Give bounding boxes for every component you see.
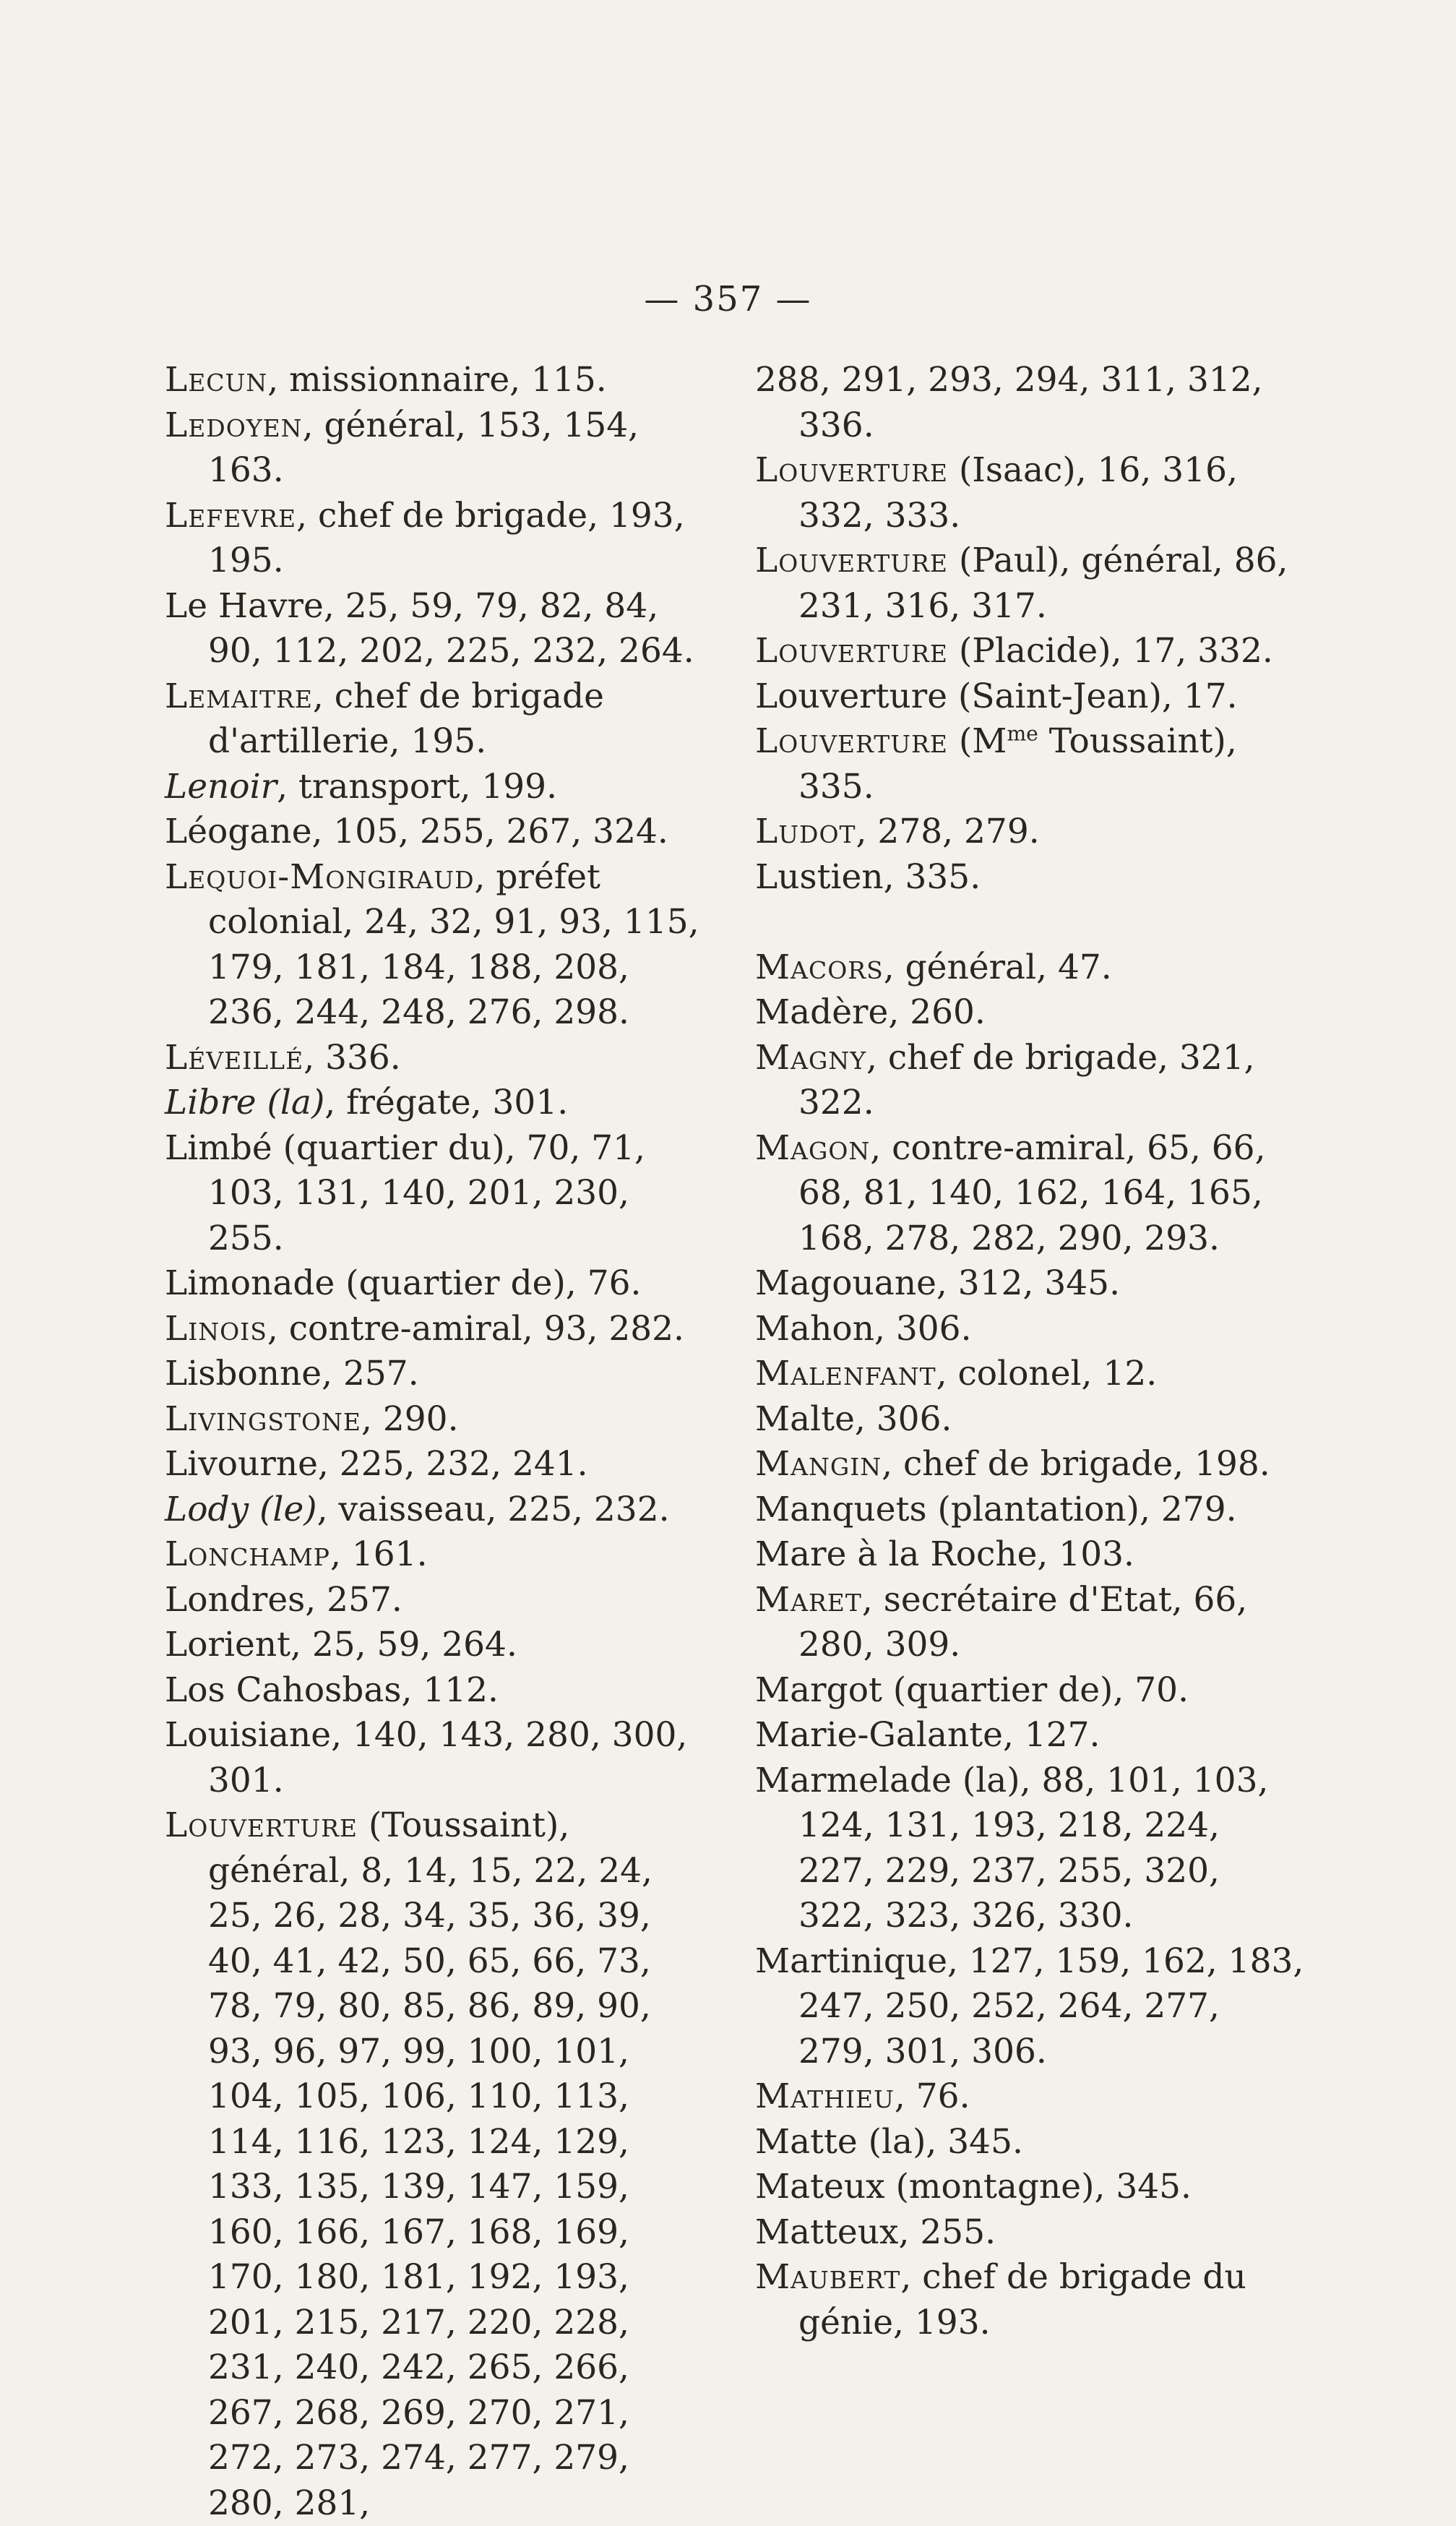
entry-refs: , contre-amiral, 93, 282.: [267, 1308, 685, 1349]
index-entry: [165, 1307, 714, 1352]
index-column-left: [165, 358, 714, 2526]
entry-heading: Louverture: [755, 450, 949, 490]
index-entry: [755, 1758, 1304, 1939]
entry-refs: (quartier de), 70.: [882, 1670, 1189, 1710]
entry-heading: Mahon: [755, 1308, 874, 1349]
index-entry: [755, 2255, 1304, 2345]
entry-heading: Léogane: [165, 812, 312, 851]
index-entry: [165, 403, 714, 494]
entry-heading: Ledoyen: [165, 405, 303, 445]
index-entry: [755, 1713, 1304, 1758]
entry-refs: (la), 88, 101, 103, 124, 131, 193, 218, 224, 227, 229, 237, 255, 320, 322, 323, 326, 330.: [798, 1760, 1269, 1936]
entry-heading: Londres: [165, 1579, 306, 1620]
entry-heading: Lustien: [755, 856, 884, 897]
index-entry: [755, 855, 1304, 901]
entry-heading: Lisbonne: [165, 1354, 322, 1393]
index-entry: [165, 1352, 714, 1397]
entry-heading: Livourne: [165, 1444, 318, 1484]
entry-refs: , missionnaire, 115.: [267, 360, 607, 400]
entry-refs: , 257.: [305, 1579, 402, 1620]
entry-heading: Lody (le): [165, 1489, 317, 1529]
entry-heading: Louverture: [755, 631, 949, 671]
entry-heading: Libre (la): [165, 1083, 325, 1122]
entry-refs: , transport, 199.: [277, 766, 558, 807]
index-entry: [755, 2120, 1304, 2165]
index-entry: [755, 2165, 1304, 2210]
entry-heading: Matte: [755, 2121, 858, 2162]
entry-heading: Louverture: [755, 721, 949, 761]
entry-heading: Ludot: [755, 812, 856, 851]
entry-heading: Marmelade: [755, 1760, 952, 1800]
entry-heading: Margot: [755, 1670, 882, 1710]
entry-refs: (Saint-Jean), 17.: [947, 676, 1238, 716]
entry-heading: Lemaitre: [165, 676, 313, 716]
entry-heading: Limonade: [165, 1263, 335, 1303]
entry-heading: Lenoir: [165, 766, 277, 807]
entry-refs: , 105, 255, 267, 324.: [311, 812, 668, 851]
entry-heading: Mathieu: [755, 2076, 895, 2116]
entry-heading: Livingstone: [165, 1399, 361, 1439]
entry-refs: , 312, 345.: [936, 1263, 1121, 1303]
index-entry: [755, 809, 1304, 855]
entry-heading: Maret: [755, 1579, 862, 1620]
entry-heading: Louisiane: [165, 1715, 332, 1755]
entry-refs: , 278, 279.: [856, 812, 1040, 851]
index-entry: [755, 1307, 1304, 1352]
index-entry: [755, 1397, 1304, 1443]
index-entry: [165, 1081, 714, 1126]
entry-heading: Magouane: [755, 1263, 936, 1303]
entry-refs: , 260.: [888, 992, 986, 1032]
entry-refs: , chef de brigade, 193, 195.: [208, 495, 685, 580]
index-entry: [755, 629, 1304, 674]
entry-heading: Martinique: [755, 1941, 948, 1981]
entry-heading: Malte: [755, 1399, 855, 1439]
entry-refs: (Placide), 17, 332.: [948, 631, 1273, 671]
index-entry: [165, 855, 714, 1036]
index-entry: [165, 1578, 714, 1623]
entry-heading: Madère: [755, 992, 889, 1032]
entry-heading: Magny: [755, 1037, 866, 1078]
entry-heading: Louverture: [755, 541, 949, 580]
index-entry: [755, 1352, 1304, 1397]
entry-refs: (plantation), 279.: [926, 1489, 1237, 1529]
entry-heading: Manquets: [755, 1489, 927, 1529]
entry-superscript: me: [1007, 721, 1038, 746]
entry-refs: , vaisseau, 225, 232.: [316, 1489, 670, 1529]
index-entry: [755, 945, 1304, 991]
entry-refs: , chef de brigade, 198.: [882, 1444, 1270, 1484]
index-entry: [165, 1623, 714, 1668]
index-entry: [755, 1668, 1304, 1714]
index-entry: [755, 674, 1304, 720]
index-entry: [755, 1442, 1304, 1487]
entry-refs: , préfet colonial, 24, 32, 91, 93, 115, 179, 181, 184, 188, 208, 236, 244, 248, 276, 298.: [208, 856, 699, 1032]
entry-refs: , 335.: [883, 856, 981, 897]
entry-heading: Limbé: [165, 1127, 272, 1168]
index-entry: [755, 1036, 1304, 1126]
entry-heading: Mateux: [755, 2167, 885, 2207]
entry-heading: Louverture: [755, 676, 948, 716]
entry-heading: Linois: [165, 1308, 267, 1349]
entry-refs: (la), 345.: [857, 2121, 1023, 2162]
entry-heading: Lefevre: [165, 495, 297, 536]
entry-heading: Malenfant: [755, 1354, 936, 1393]
index-entry: [165, 1713, 714, 1803]
entry-heading: Lequoi-Mongiraud: [165, 856, 475, 897]
entry-heading: Los Cahosbas: [165, 1670, 402, 1710]
entry-refs: , 112.: [401, 1670, 499, 1710]
entry-refs: , 140, 143, 280, 300, 301.: [208, 1715, 688, 1800]
entry-heading: Mare à la Roche: [755, 1534, 1038, 1574]
index-entry: [165, 765, 714, 810]
index-entry: [755, 538, 1304, 629]
index-entry: [755, 358, 1304, 448]
entry-refs: , 290.: [361, 1399, 459, 1439]
entry-refs: , contre-amiral, 65, 66, 68, 81, 140, 162, 164, 165, 168, 278, 282, 290, 293.: [798, 1127, 1266, 1258]
entry-refs: , 103.: [1037, 1534, 1134, 1574]
entry-heading: Mangin: [755, 1444, 882, 1484]
index-entry: [165, 1126, 714, 1262]
entry-refs: , 225, 232, 241.: [317, 1444, 588, 1484]
index-entry: [755, 448, 1304, 538]
entry-refs: , chef de brigade d'artillerie, 195.: [208, 676, 604, 761]
entry-heading: Marie-Galante: [755, 1715, 1003, 1755]
index-entry: [755, 1578, 1304, 1668]
entry-refs: (Isaac), 16, 316, 332, 333.: [798, 450, 1238, 536]
entry-refs: , général, 47.: [883, 947, 1112, 987]
index-entry: [755, 990, 1304, 1036]
index-entry: [165, 1261, 714, 1307]
entry-refs: , 306.: [874, 1308, 972, 1349]
index-entry: [755, 2210, 1304, 2256]
entry-refs: (montagne), 345.: [884, 2167, 1192, 2207]
entry-heading: Lonchamp: [165, 1534, 330, 1574]
entry-refs: , 336.: [303, 1037, 401, 1078]
entry-refs: , chef de brigade, 321, 322.: [798, 1037, 1255, 1122]
index-entry: [165, 1487, 714, 1533]
index-entry: [755, 1532, 1304, 1578]
entry-refs: , 76.: [894, 2076, 970, 2116]
entry-refs: (M: [948, 721, 1007, 761]
page-number: — 357 —: [644, 279, 812, 319]
index-entry: [165, 809, 714, 855]
index-entry: [755, 1261, 1304, 1307]
index-entry: [165, 584, 714, 674]
entry-refs: , frégate, 301.: [324, 1083, 569, 1122]
index-entry: [165, 1036, 714, 1081]
entry-refs: , 25, 59, 79, 82, 84, 90, 112, 202, 225, 232, 264.: [208, 585, 694, 671]
index-entry: [165, 1397, 714, 1443]
entry-refs: (Toussaint), général, 8, 14, 15, 22, 24, 25, 26, 28, 34, 35, 36, 39, 40, 41, 42, 50, 65, 66, 73, 78, 79, 80, 85, 86, 89, 90, 93, 96, 97, 99, 100, 101, 104, 105, 106, 110, 113, 114, 116, 123, 124, 129, 133, 135, 139, 147, 159, 160, 166, 167, 168, 169, 170, 180, 181, 192, 193, 201, 215, 217, 220, 228, 231, 240, 242, 265, 266, 267, 268, 269, 270, 271, 272, 273, 274, 277, 279, 280, 281,: [208, 1805, 652, 2523]
entry-refs: , colonel, 12.: [936, 1354, 1158, 1393]
index-entry: [755, 1939, 1304, 2075]
entry-heading: Magon: [755, 1127, 871, 1168]
entry-refs: , chef de brigade du génie, 193.: [798, 2257, 1246, 2342]
entry-heading: Macors: [755, 947, 884, 987]
entry-refs: , secrétaire d'Etat, 66, 280, 309.: [798, 1579, 1248, 1664]
index-entry: [165, 1803, 714, 2526]
entry-refs: 288, 291, 293, 294, 311, 312, 336.: [755, 360, 1263, 445]
index-entry: [755, 2074, 1304, 2120]
index-entry: [165, 1442, 714, 1487]
entry-refs: , 257.: [322, 1354, 419, 1393]
entry-refs: , 255.: [898, 2212, 996, 2252]
index-entry: [165, 1532, 714, 1578]
entry-refs: , 127.: [1002, 1715, 1100, 1755]
entry-refs: (Paul), général, 86, 231, 316, 317.: [798, 541, 1288, 626]
entry-refs: Toussaint), 335.: [798, 721, 1237, 807]
index-column-right: [755, 358, 1304, 2345]
entry-refs: (quartier du), 70, 71, 103, 131, 140, 201, 230, 255.: [208, 1127, 645, 1258]
entry-heading: Le Havre: [165, 585, 324, 626]
index-entry: [755, 1126, 1304, 1262]
entry-heading: Maubert: [755, 2257, 901, 2297]
index-entry: [165, 358, 714, 403]
entry-refs: , 306.: [854, 1399, 952, 1439]
index-entry: [165, 674, 714, 765]
index-entry: [165, 494, 714, 584]
entry-refs: (quartier de), 76.: [335, 1263, 642, 1303]
index-entry: [755, 719, 1304, 809]
entry-heading: Lorient: [165, 1625, 290, 1664]
entry-heading: Lecun: [165, 360, 268, 400]
entry-heading: Léveillé: [165, 1037, 304, 1078]
entry-refs: , général, 153, 154, 163.: [208, 405, 639, 490]
entry-refs: , 127, 159, 162, 183, 247, 250, 252, 264, 277, 279, 301, 306.: [798, 1941, 1304, 2071]
index-entry: [755, 1487, 1304, 1533]
entry-refs: , 25, 59, 264.: [290, 1625, 517, 1664]
entry-refs: , 161.: [330, 1534, 428, 1574]
entry-heading: Louverture: [165, 1805, 358, 1845]
index-entry: [165, 1668, 714, 1714]
entry-heading: Matteux: [755, 2212, 899, 2252]
